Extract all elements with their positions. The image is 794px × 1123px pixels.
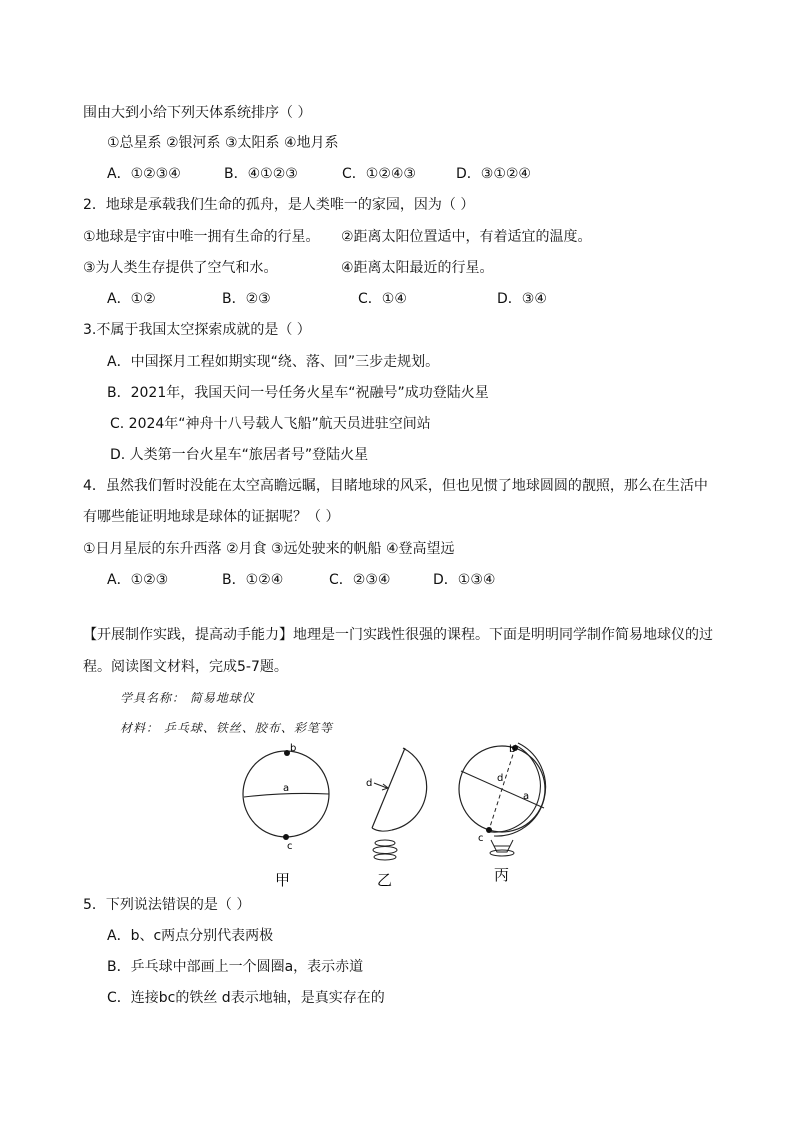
q2-item-3: ③为人类生存提供了空气和水。 — [83, 260, 278, 276]
q1-stem: 围由大到小给下列天体系统排序（ ） — [83, 105, 312, 121]
q5-stem: 5．下列说法错误的是（ ） — [83, 897, 251, 913]
figure-materials: 材料： 乒乓球、铁丝、胶布、彩笔等 — [120, 721, 333, 735]
q4-stem-line1: 4．虽然我们暂时没能在太空高瞻远瞩，目睹地球的风采，但也见惯了地球圆圆的靓照，那么在生活中 — [83, 478, 708, 494]
wire-bend — [372, 828, 392, 831]
q2-stem: 2．地球是承载我们生命的孤舟，是人类唯一的家园，因为（ ） — [83, 197, 475, 213]
label-a-jia: a — [283, 783, 290, 794]
figure-jia — [243, 743, 329, 889]
q2-option-b[interactable]: B．②③ — [222, 291, 271, 307]
q3-option-b[interactable]: B．2021年，我国天问一号任务火星车“祝融号”成功登陆火星 — [107, 385, 489, 401]
q4-items: ①日月星辰的东升西落 ②月食 ③远处驶来的帆船 ④登高望远 — [83, 541, 455, 557]
q2-option-a[interactable]: A．①② — [107, 291, 156, 307]
label-c-jia: c — [287, 841, 293, 852]
stand-coil-2 — [373, 847, 397, 854]
label-a-bing: a — [523, 791, 530, 802]
q5-option-b[interactable]: B．乒乓球中部画上一个圆圈a，表示赤道 — [107, 959, 364, 975]
q1-option-b[interactable]: B．④①②③ — [224, 166, 298, 182]
figure-yi — [366, 748, 427, 889]
label-b-jia: b — [290, 743, 297, 754]
q2-item-2: ②距离太阳位置适中，有着适宜的温度。 — [341, 229, 592, 245]
q3-option-c[interactable]: C. 2024年“神舟十八号载人飞船”航天员进驻空间站 — [110, 416, 431, 432]
q1-option-c[interactable]: C．①②④③ — [342, 166, 416, 182]
q5-option-c[interactable]: C．连接bc的铁丝 d表示地轴，是真实存在的 — [107, 990, 385, 1006]
q4-stem-line2: 有哪些能证明地球是球体的证据呢？（ ） — [83, 509, 340, 525]
q5-option-a[interactable]: A．b、c两点分别代表两极 — [107, 928, 274, 944]
q4-option-d[interactable]: D．①③④ — [433, 572, 496, 588]
label-d-bing: d — [497, 773, 504, 784]
point-c-dot — [283, 834, 289, 840]
q1-option-d[interactable]: D．③①②④ — [456, 166, 531, 182]
south-pole-dot — [486, 827, 492, 833]
q2-item-1: ①地球是宇宙中唯一拥有生命的行星。 — [83, 229, 320, 245]
caption-bing: 丙 — [494, 866, 510, 884]
label-d-yi: d — [366, 778, 373, 789]
section-intro-line2: 程。阅读图文材料，完成5-7题。 — [83, 659, 288, 675]
half-meridian-arc — [392, 748, 427, 830]
section-intro-line1: 【开展制作实践，提高动手能力】地理是一门实践性很强的课程。下面是明明同学制作简易地球仪的过 — [83, 627, 713, 643]
stand-coil-3 — [374, 854, 396, 860]
q4-option-b[interactable]: B．①②④ — [222, 572, 284, 588]
q3-option-d[interactable]: D. 人类第一台火星车“旅居者号”登陆火星 — [110, 447, 369, 463]
q3-option-a[interactable]: A．中国探月工程如期实现“绕、落、回”三步走规划。 — [107, 354, 440, 370]
q2-item-4: ④距离太阳最近的行星。 — [341, 260, 494, 276]
stand-foot — [490, 850, 514, 856]
q4-option-c[interactable]: C．②③④ — [329, 572, 391, 588]
q3-stem: 3.不属于我国太空探索成就的是（ ） — [83, 322, 311, 338]
figure-bing — [459, 743, 546, 884]
stand-coil-1 — [375, 840, 395, 846]
q4-option-a[interactable]: A．①②③ — [107, 572, 169, 588]
q2-option-d[interactable]: D．③④ — [497, 291, 547, 307]
q1-option-a[interactable]: A．①②③④ — [107, 166, 181, 182]
q2-option-c[interactable]: C．①④ — [358, 291, 407, 307]
earth-axis-dashed — [489, 748, 515, 830]
caption-jia: 甲 — [275, 871, 291, 889]
label-c-bing: c — [478, 833, 484, 844]
label-b-bing: b — [509, 744, 516, 755]
q1-items: ①总星系 ②银河系 ③太阳系 ④地月系 — [107, 135, 339, 151]
caption-yi: 乙 — [377, 871, 393, 889]
figure-tool-name: 学具名称： 简易地球仪 — [120, 691, 255, 705]
